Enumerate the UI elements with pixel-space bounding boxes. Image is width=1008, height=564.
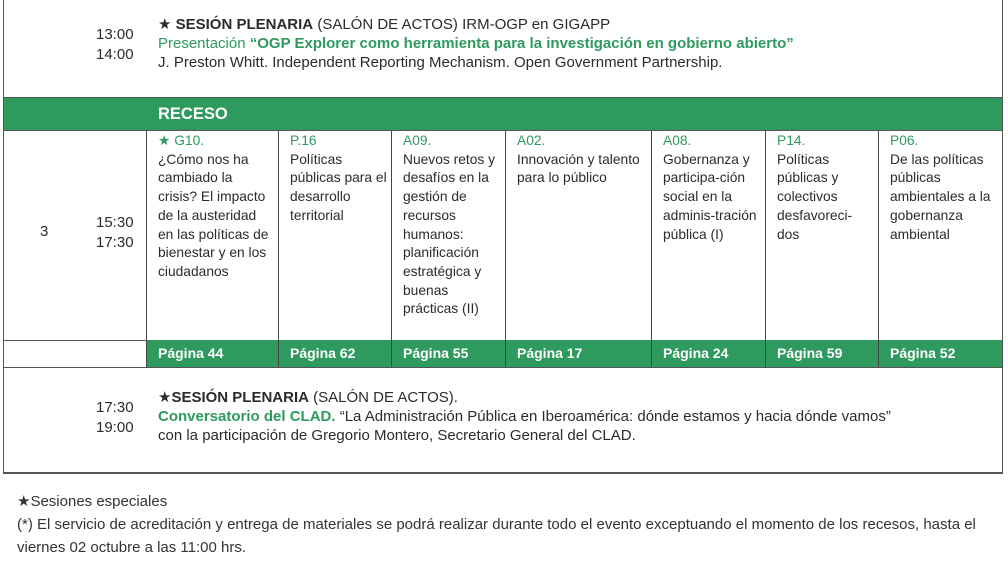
session-page-link[interactable]: Página 17 <box>506 339 651 367</box>
star-icon: ★ <box>158 389 172 406</box>
session-title: Innovación y talento para lo público <box>517 151 640 186</box>
session-page-link[interactable]: Página 62 <box>279 339 391 367</box>
day-number: 3 <box>40 223 49 240</box>
session-column <box>765 131 878 367</box>
plenary2-time <box>96 398 136 438</box>
left-footer-cell <box>4 340 146 367</box>
plenary1-presentation-label: Presentación <box>158 35 250 52</box>
special-sessions-note: Sesiones especiales <box>30 493 168 510</box>
plenary1-details <box>158 15 794 72</box>
session-title: Políticas públicas para el desarrollo territorial <box>290 151 387 223</box>
session-column <box>651 131 765 367</box>
plenary1-speaker: J. Preston Whitt. Independent Reporting Mechanism. Open Government Partnership. <box>158 54 723 71</box>
session-code: A08. <box>663 133 692 148</box>
session-code: P14. <box>777 133 806 148</box>
sessions-time-end: 17:30 <box>96 234 134 251</box>
plenary1-time <box>96 25 136 65</box>
plenary2-title: SESIÓN PLENARIA <box>171 389 309 406</box>
plenary1-title: SESIÓN PLENARIA <box>175 16 314 33</box>
parallel-sessions-row <box>4 130 1002 367</box>
session-code: A02. <box>517 133 546 148</box>
recess-bar: RECESO <box>4 98 1002 130</box>
session-title: Gobernanza y participa-ción social en la adminis-tración pública (I) <box>663 151 757 242</box>
session-title: Políticas públicas y colectivos desfavoreci-dos <box>777 151 853 242</box>
plenary2-details <box>158 388 891 445</box>
plenary2-participants: con la participación de Gregorio Montero, Secretario General del CLAD. <box>158 427 636 444</box>
plenary1-time-end: 14:00 <box>96 46 134 63</box>
session-page-link[interactable]: Página 44 <box>147 339 278 367</box>
plenary-row-1 <box>4 0 1002 98</box>
session-column <box>391 131 505 367</box>
plenary2-venue: (SALÓN DE ACTOS). <box>308 389 458 406</box>
session-page-link[interactable]: Página 59 <box>766 339 878 367</box>
session-code: A09. <box>403 133 432 148</box>
session-title: Nuevos retos y desafíos en la gestión de recursos humanos: planificación estratégica y buenas prácticas (II) <box>403 151 496 317</box>
session-column <box>146 131 278 367</box>
sessions-time <box>96 213 134 253</box>
session-column <box>878 131 1002 367</box>
plenary2-talk-label: Conversatorio del CLAD. <box>158 408 336 425</box>
session-code: P06. <box>890 133 919 148</box>
session-title: De las políticas públicas ambientales a la gobernanza ambiental <box>890 151 991 242</box>
plenary2-time-end: 19:00 <box>96 419 134 436</box>
plenary1-presentation-title: “OGP Explorer como herramienta para la investigación en gobierno abierto” <box>249 35 794 52</box>
sessions-time-start: 15:30 <box>96 214 134 231</box>
session-page-link[interactable]: Página 24 <box>652 339 765 367</box>
session-code: P.16 <box>290 133 317 148</box>
star-icon: ★ <box>17 493 31 510</box>
accreditation-note: (*) El servicio de acreditación y entrega de materiales se podrá realizar durante todo el evento exceptuando el momento de los recesos, hasta el viernes 02 octubre a las 11:00 hrs. <box>17 516 976 556</box>
plenary1-venue: (SALÓN DE ACTOS) IRM-OGP en GIGAPP <box>313 16 611 33</box>
session-title: ¿Cómo nos ha cambiado la crisis? El impacto de la austeridad en las políticas de bienestar y en los ciudadanos <box>158 151 269 279</box>
schedule-table <box>3 0 1003 474</box>
plenary2-time-start: 17:30 <box>96 399 134 416</box>
session-column <box>505 131 651 367</box>
session-page-link[interactable]: Página 55 <box>392 339 505 367</box>
session-code: ★ G10. <box>158 133 205 148</box>
session-columns <box>146 131 1002 367</box>
plenary-row-2 <box>4 367 1002 474</box>
star-icon: ★ <box>158 16 172 33</box>
plenary2-talk-title: “La Administración Pública en Iberoamérica: dónde estamos y hacia dónde vamos” <box>335 408 891 425</box>
plenary1-time-start: 13:00 <box>96 26 134 43</box>
session-page-link[interactable]: Página 52 <box>879 339 1002 367</box>
footnotes <box>17 490 987 559</box>
session-column <box>278 131 391 367</box>
